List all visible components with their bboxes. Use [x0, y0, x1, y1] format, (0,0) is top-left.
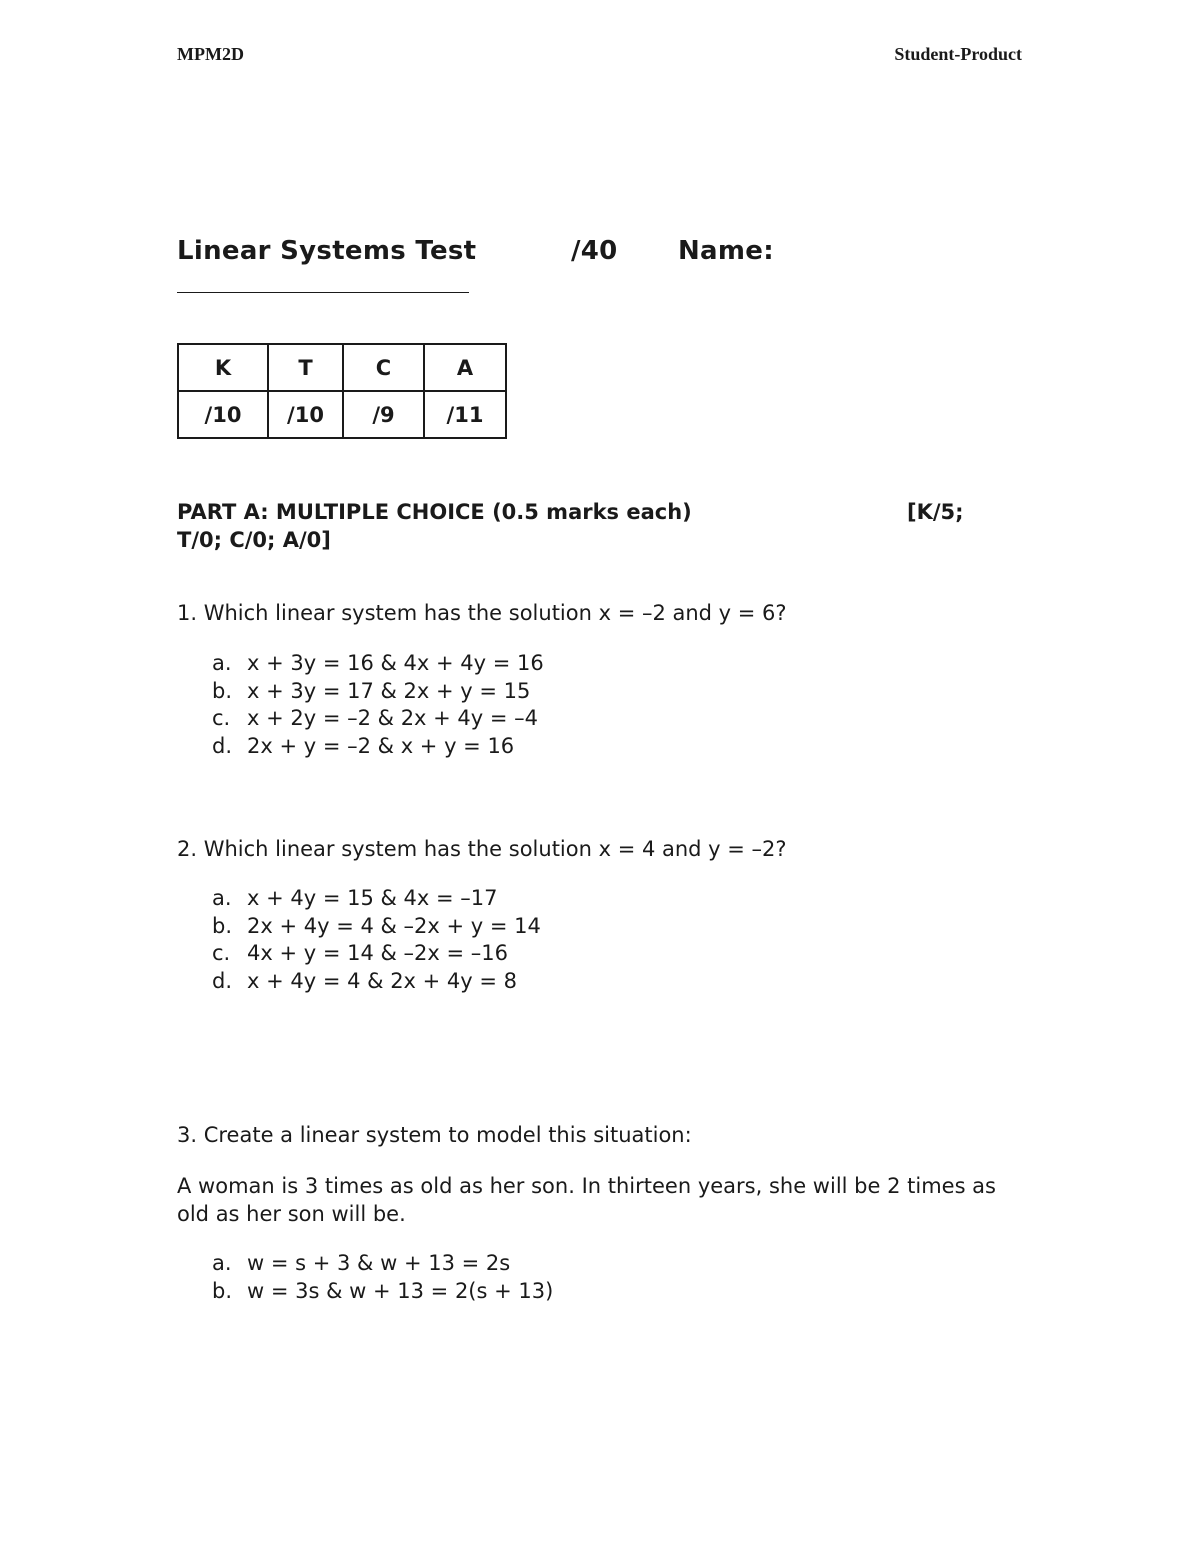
part-a-heading: [177, 498, 997, 554]
question-1-option-c: c. x + 2y = –2 & 2x + 4y = –4: [212, 706, 539, 731]
test-title-line: [177, 236, 1077, 266]
score-category-t: T: [268, 344, 343, 391]
question-1-prompt: 1. Which linear system has the solution x = –2 and y = 6?: [177, 601, 787, 625]
score-table-marks-row: [178, 391, 506, 438]
question-2-option-a: a. x + 4y = 15 & 4x = –17: [212, 886, 498, 910]
score-marks-c: /9: [343, 391, 424, 438]
score-table: [177, 343, 507, 439]
question-2-option-c: c. 4x + y = 14 & –2x = –16: [212, 941, 509, 966]
part-a-marks-line1: [K/5;: [907, 500, 964, 524]
question-1-options: [212, 650, 544, 761]
question-1-option-b: b. x + 3y = 17 & 2x + y = 15: [212, 678, 531, 703]
score-marks-a: /11: [424, 391, 506, 438]
question-2-option-b: b. 2x + 4y = 4 & –2x + y = 14: [212, 913, 541, 938]
question-2-option-d: d. x + 4y = 4 & 2x + 4y = 8: [212, 969, 518, 994]
question-3-scenario: A woman is 3 times as old as her son. In thirteen years, she will be 2 times as old as her son will be.: [177, 1174, 996, 1226]
question-3-prompt: 3. Create a linear system to model this situation:: [177, 1123, 692, 1147]
question-2-prompt: 2. Which linear system has the solution x = 4 and y = –2?: [177, 837, 787, 861]
part-a-title: PART A: MULTIPLE CHOICE (0.5 marks each): [177, 500, 692, 524]
total-score: /40: [571, 236, 618, 266]
question-3-option-a: a. w = s + 3 & w + 13 = 2s: [212, 1251, 511, 1275]
header-doc-label: Student-Product: [894, 44, 1022, 64]
test-title: Linear Systems Test: [177, 236, 477, 266]
question-1-option-d: d. 2x + y = –2 & x + y = 16: [212, 734, 515, 759]
name-blank-line: [177, 292, 469, 293]
score-category-a: A: [424, 344, 506, 391]
score-marks-t: /10: [268, 391, 343, 438]
header-course-code: MPM2D: [177, 44, 244, 64]
part-a-marks-line2: T/0; C/0; A/0]: [177, 528, 331, 552]
question-2-options: [212, 885, 541, 996]
score-category-c: C: [343, 344, 424, 391]
score-marks-k: /10: [178, 391, 268, 438]
score-category-k: K: [178, 344, 268, 391]
question-1-option-a: a. x + 3y = 16 & 4x + 4y = 16: [212, 651, 544, 675]
name-label: Name:: [678, 236, 774, 266]
question-3-options: [212, 1250, 553, 1305]
question-3-option-b: b. w = 3s & w + 13 = 2(s + 13): [212, 1278, 554, 1303]
score-table-header-row: [178, 344, 506, 391]
